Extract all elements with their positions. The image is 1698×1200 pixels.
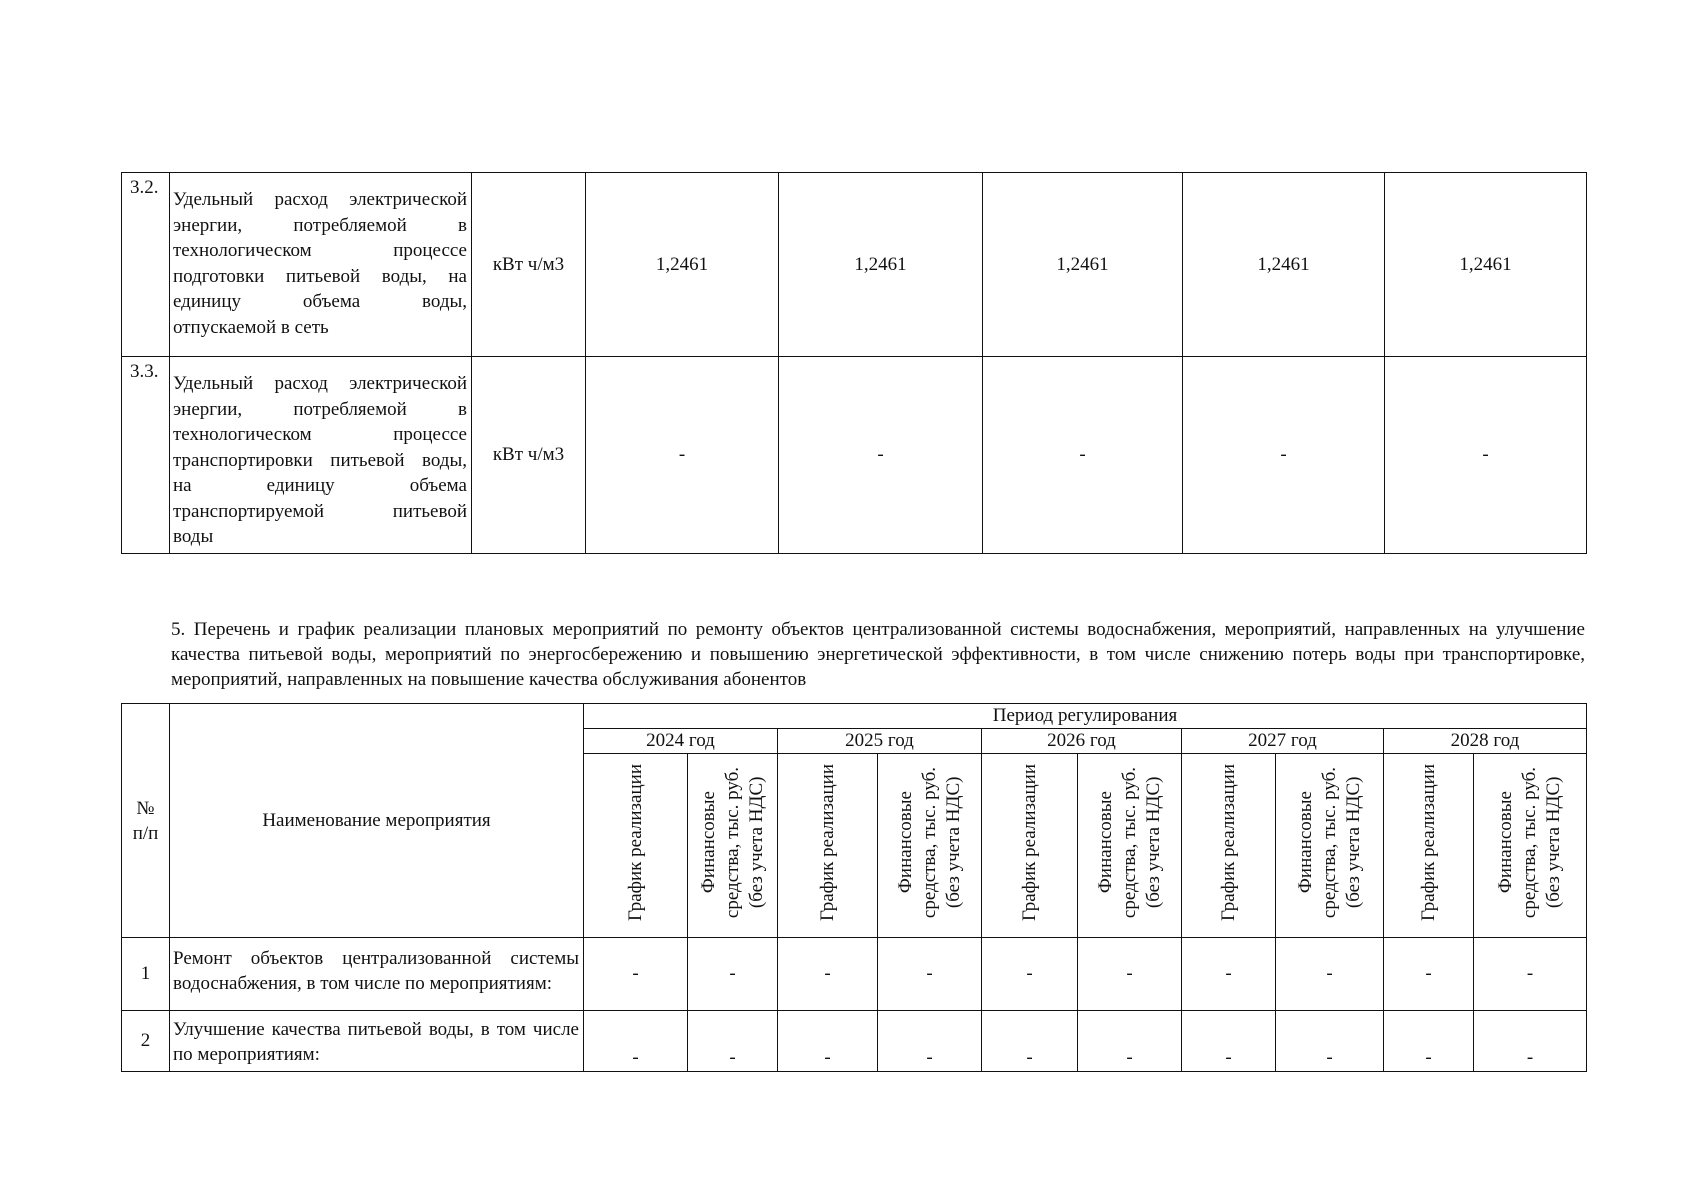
unit-cell: кВт ч/м3 bbox=[472, 357, 586, 554]
value-cell: - bbox=[982, 938, 1078, 1011]
value-cell: 1,2461 bbox=[586, 173, 779, 357]
value-cell: 1,2461 bbox=[983, 173, 1183, 357]
value-cell: - bbox=[878, 1011, 982, 1072]
value-cell: - bbox=[1182, 938, 1276, 1011]
finance-header: Финансовые средства, тыс. руб. (без учета НДС) bbox=[1078, 754, 1182, 938]
activities-table bbox=[121, 703, 1587, 1072]
row-number: 2 bbox=[122, 1011, 170, 1072]
table-row bbox=[122, 173, 1587, 357]
year-header: 2024 год bbox=[584, 729, 778, 754]
section-heading: 5. Перечень и график реализации плановых мероприятий по ремонту объектов централизованной системы водоснабжения, мероприятий, направленных на улучшение качества питьевой воды, мероприятий по энергосбережению и повышению энергетической эффективности, в том числе снижению потерь воды при транспортировке, мероприятий, направленных на повышение качества обслуживания абонентов bbox=[171, 619, 1585, 690]
year-header: 2028 год bbox=[1384, 729, 1587, 754]
col-name-header: Наименование мероприятия bbox=[170, 704, 584, 938]
row-number: 3.3. bbox=[122, 357, 170, 554]
year-header: 2025 год bbox=[778, 729, 982, 754]
table-row bbox=[122, 357, 1587, 554]
value-cell: - bbox=[688, 1011, 778, 1072]
value-cell: 1,2461 bbox=[779, 173, 983, 357]
period-header: Период регулирования bbox=[584, 704, 1587, 729]
schedule-header: График реализации bbox=[778, 754, 878, 938]
finance-header: Финансовые средства, тыс. руб. (без учета НДС) bbox=[1276, 754, 1384, 938]
finance-header: Финансовые средства, тыс. руб. (без учета НДС) bbox=[688, 754, 778, 938]
value-cell: - bbox=[584, 1011, 688, 1072]
value-cell: - bbox=[1384, 938, 1474, 1011]
value-cell: - bbox=[778, 1011, 878, 1072]
value-cell: - bbox=[586, 357, 779, 554]
table-row bbox=[122, 938, 1587, 1011]
unit-cell: кВт ч/м3 bbox=[472, 173, 586, 357]
year-header: 2026 год bbox=[982, 729, 1182, 754]
schedule-header: График реализации bbox=[982, 754, 1078, 938]
value-cell: - bbox=[584, 938, 688, 1011]
header-row bbox=[122, 704, 1587, 729]
table-row bbox=[122, 1011, 1587, 1072]
value-cell: - bbox=[878, 938, 982, 1011]
value-cell: - bbox=[1474, 938, 1587, 1011]
value-cell: - bbox=[1078, 938, 1182, 1011]
indicators-table bbox=[121, 172, 1587, 554]
value-cell: - bbox=[1182, 1011, 1276, 1072]
row-number: 1 bbox=[122, 938, 170, 1011]
value-cell: - bbox=[779, 357, 983, 554]
schedule-header: График реализации bbox=[1182, 754, 1276, 938]
value-cell: - bbox=[982, 1011, 1078, 1072]
value-cell: - bbox=[1276, 938, 1384, 1011]
row-number: 3.2. bbox=[122, 173, 170, 357]
value-cell: 1,2461 bbox=[1183, 173, 1385, 357]
value-cell: - bbox=[983, 357, 1183, 554]
value-cell: - bbox=[778, 938, 878, 1011]
value-cell: - bbox=[1385, 357, 1587, 554]
activity-name: Улучшение качества питьевой воды, в том числе по мероприятиям: bbox=[170, 1011, 584, 1072]
col-number-header: № п/п bbox=[122, 704, 170, 938]
value-cell: - bbox=[1078, 1011, 1182, 1072]
finance-header: Финансовые средства, тыс. руб. (без учета НДС) bbox=[878, 754, 982, 938]
schedule-header: График реализации bbox=[1384, 754, 1474, 938]
indicator-description: Удельный расход электрической энергии, потребляемой в технологическом процессе подготовки питьевой воды, на единицу объема воды, отпускаемой в сеть bbox=[170, 173, 472, 357]
schedule-header: График реализации bbox=[584, 754, 688, 938]
value-cell: - bbox=[688, 938, 778, 1011]
value-cell: - bbox=[1384, 1011, 1474, 1072]
value-cell: 1,2461 bbox=[1385, 173, 1587, 357]
year-header: 2027 год bbox=[1182, 729, 1384, 754]
value-cell: - bbox=[1276, 1011, 1384, 1072]
finance-header: Финансовые средства, тыс. руб. (без учета НДС) bbox=[1474, 754, 1587, 938]
activity-name: Ремонт объектов централизованной системы водоснабжения, в том числе по мероприятиям: bbox=[170, 938, 584, 1011]
value-cell: - bbox=[1474, 1011, 1587, 1072]
indicator-description: Удельный расход электрической энергии, потребляемой в технологическом процессе транспортировки питьевой воды, на единицу объема транспортируемой питьевой воды bbox=[170, 357, 472, 554]
value-cell: - bbox=[1183, 357, 1385, 554]
